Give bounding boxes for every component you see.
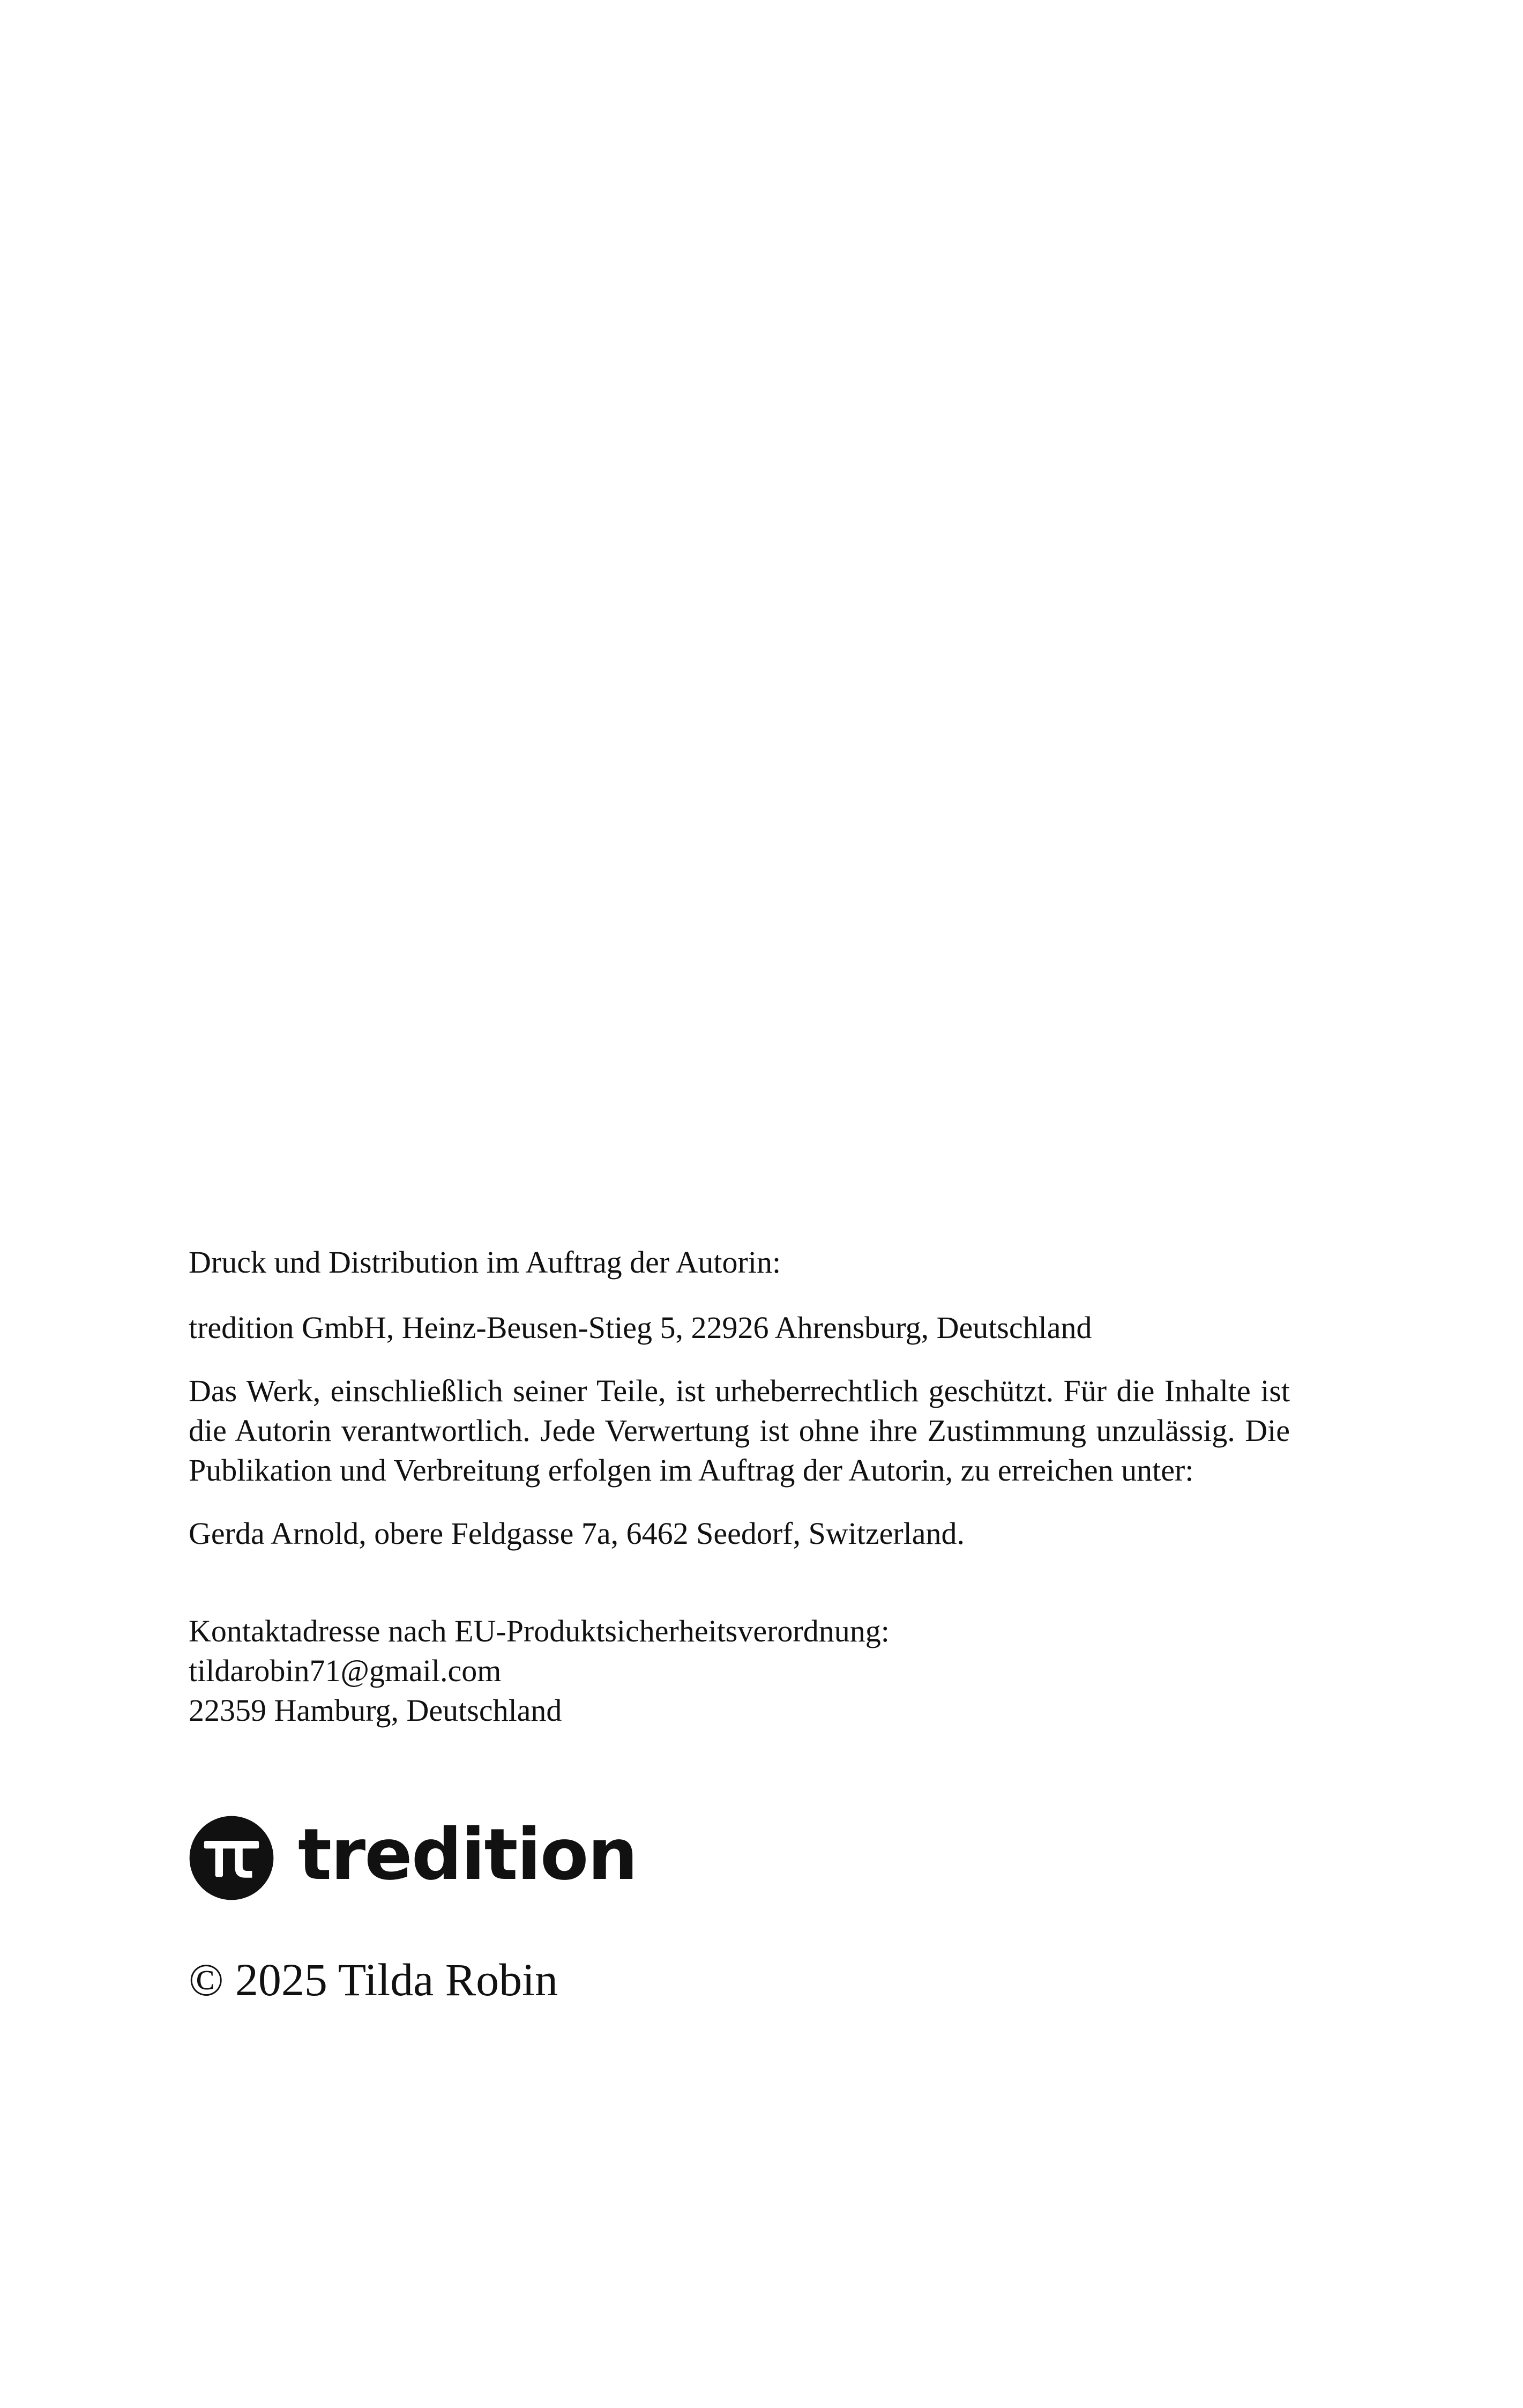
- publisher-address: tredition GmbH, Heinz-Beusen-Stieg 5, 22926 Ahrensburg, Deutschland: [189, 1310, 1092, 1345]
- tredition-logo: [189, 1810, 637, 1906]
- tredition-logo-icon: [189, 1815, 274, 1901]
- copyright-line: © 2025 Tilda Robin: [189, 1954, 558, 2005]
- copyright-notice: Das Werk, einschließlich seiner Teile, ist urheberrechtlich geschützt. Für die Inhalte ist die Autorin verantwortlich. Jede Verwertung ist ohne ihre Zustimmung unzulässig. Die Publikation und Verbreitung erfolgen im Auftrag der Autorin, zu erreichen unter:: [189, 1373, 1290, 1488]
- contact-email: tildarobin71@gmail.com: [189, 1653, 502, 1688]
- contact-city: 22359 Hamburg, Deutschland: [189, 1693, 562, 1728]
- contact-block: [189, 1611, 1314, 1730]
- tredition-wordmark: tredition: [298, 1814, 637, 1896]
- print-distribution-text: Druck und Distribution im Auftrag der Autorin:: [189, 1245, 781, 1280]
- contact-label: Kontaktadresse nach EU-Produktsicherheitsverordnung:: [189, 1614, 890, 1648]
- author-address: Gerda Arnold, obere Feldgasse 7a, 6462 Seedorf, Switzerland.: [189, 1516, 965, 1551]
- imprint-block: [189, 1243, 1314, 1730]
